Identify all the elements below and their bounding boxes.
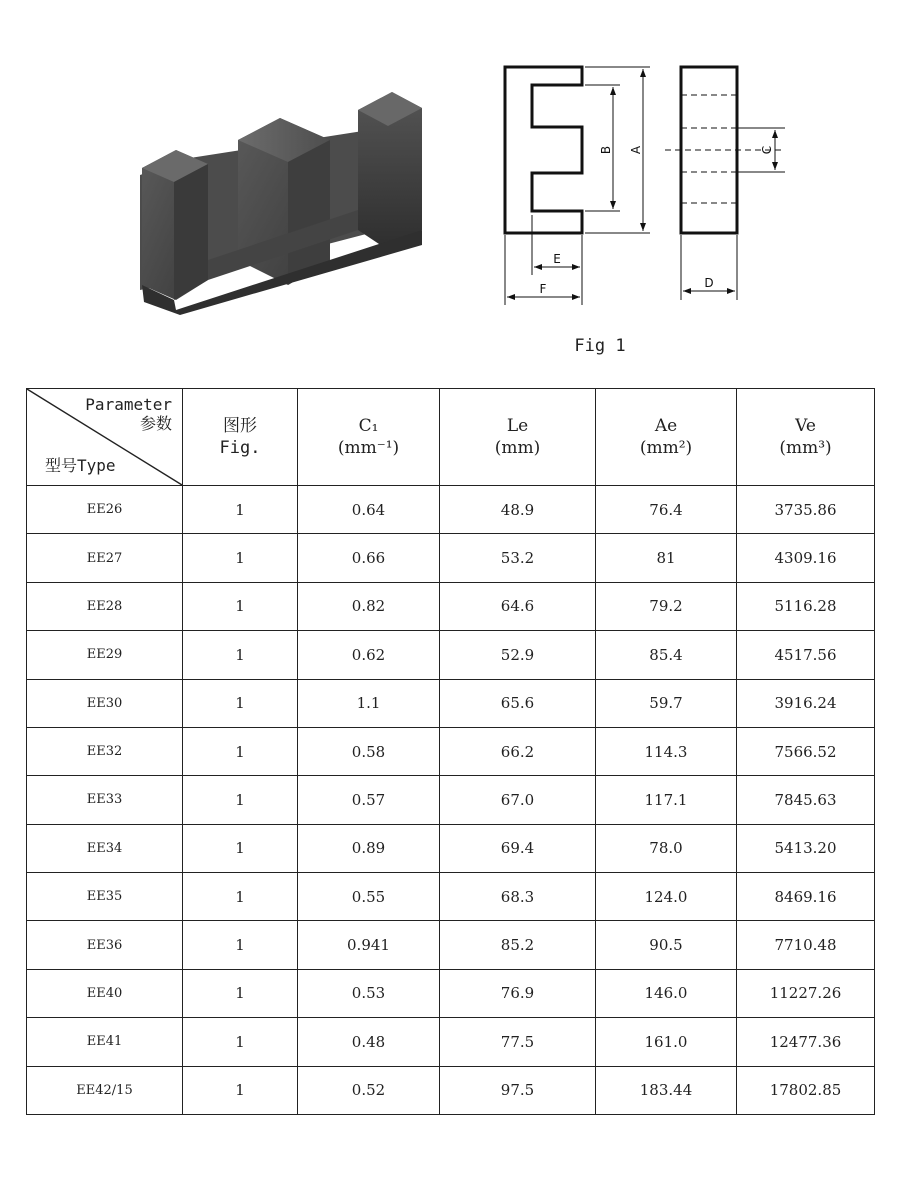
type-cell: EE28 (27, 582, 183, 630)
header-le-unit: (mm) (494, 438, 541, 458)
le-cell: 97.5 (440, 1066, 596, 1115)
header-ae-name: Ae (654, 416, 678, 436)
table-row (27, 776, 875, 824)
c1-cell: 0.57 (298, 776, 440, 824)
header-c1 (298, 389, 440, 486)
type-cell: EE33 (27, 776, 183, 824)
fig-cell: 1 (183, 582, 298, 630)
ae-cell: 79.2 (596, 582, 737, 630)
le-cell: 53.2 (440, 534, 596, 582)
le-cell: 65.6 (440, 679, 596, 727)
type-cell: EE32 (27, 727, 183, 775)
type-cell: EE34 (27, 824, 183, 872)
fig-cell: 1 (183, 679, 298, 727)
spec-table (26, 388, 875, 1115)
le-cell: 64.6 (440, 582, 596, 630)
table-row (27, 486, 875, 534)
ve-cell: 8469.16 (737, 873, 875, 921)
le-cell: 76.9 (440, 969, 596, 1017)
c1-cell: 0.55 (298, 873, 440, 921)
header-le-name: Le (506, 416, 529, 436)
header-ve-unit: (mm³) (779, 438, 832, 458)
dim-label-a: A (629, 145, 643, 155)
ae-cell: 114.3 (596, 727, 737, 775)
ae-cell: 76.4 (596, 486, 737, 534)
ae-cell: 90.5 (596, 921, 737, 969)
table-row (27, 969, 875, 1017)
ve-cell: 5413.20 (737, 824, 875, 872)
figure-caption: Fig 1 (574, 336, 626, 356)
le-cell: 66.2 (440, 727, 596, 775)
ae-cell: 117.1 (596, 776, 737, 824)
ve-cell: 4517.56 (737, 631, 875, 679)
fig-cell: 1 (183, 631, 298, 679)
table-row (27, 534, 875, 582)
ve-cell: 17802.85 (737, 1066, 875, 1115)
c1-cell: 0.82 (298, 582, 440, 630)
dim-label-e: E (553, 252, 561, 266)
ae-cell: 78.0 (596, 824, 737, 872)
fig-cell: 1 (183, 727, 298, 775)
fig-cell: 1 (183, 534, 298, 582)
header-c1-name: C₁ (358, 416, 379, 436)
c1-cell: 0.48 (298, 1018, 440, 1066)
corner-parameter-en: Parameter (85, 395, 172, 414)
header-le (440, 389, 596, 486)
table-row (27, 873, 875, 921)
corner-header-cell (27, 389, 183, 486)
le-cell: 77.5 (440, 1018, 596, 1066)
c1-cell: 0.941 (298, 921, 440, 969)
ve-cell: 11227.26 (737, 969, 875, 1017)
ae-cell: 161.0 (596, 1018, 737, 1066)
header-ve-name: Ve (795, 416, 816, 436)
type-cell: EE26 (27, 486, 183, 534)
fig-cell: 1 (183, 486, 298, 534)
dim-label-f: F (539, 282, 547, 296)
fig-cell: 1 (183, 824, 298, 872)
header-ve (737, 389, 875, 486)
header-row (27, 389, 875, 486)
e-core-outline (505, 67, 582, 233)
ae-cell: 59.7 (596, 679, 737, 727)
type-cell: EE35 (27, 873, 183, 921)
type-cell: EE42/15 (27, 1066, 183, 1115)
corner-type-label: 型号Type (45, 456, 116, 475)
c1-cell: 0.53 (298, 969, 440, 1017)
fig-cell: 1 (183, 969, 298, 1017)
c1-cell: 1.1 (298, 679, 440, 727)
corner-parameter-label (85, 395, 172, 433)
fig-cell: 1 (183, 776, 298, 824)
type-cell: EE36 (27, 921, 183, 969)
le-cell: 85.2 (440, 921, 596, 969)
ae-cell: 146.0 (596, 969, 737, 1017)
header-ae-unit: (mm²) (639, 438, 693, 458)
table-row (27, 824, 875, 872)
le-cell: 52.9 (440, 631, 596, 679)
le-cell: 48.9 (440, 486, 596, 534)
ve-cell: 7710.48 (737, 921, 875, 969)
c1-cell: 0.52 (298, 1066, 440, 1115)
c1-cell: 0.62 (298, 631, 440, 679)
fig-cell: 1 (183, 921, 298, 969)
ve-cell: 12477.36 (737, 1018, 875, 1066)
le-cell: 67.0 (440, 776, 596, 824)
type-cell: EE41 (27, 1018, 183, 1066)
ae-cell: 81 (596, 534, 737, 582)
header-fig-en: Fig. (219, 438, 261, 458)
dim-label-b: B (599, 145, 613, 155)
table-row (27, 679, 875, 727)
ve-cell: 3916.24 (737, 679, 875, 727)
ae-cell: 85.4 (596, 631, 737, 679)
header-fig-cn: 图形 (223, 416, 257, 436)
fig-cell: 1 (183, 873, 298, 921)
c1-cell: 0.66 (298, 534, 440, 582)
ae-cell: 124.0 (596, 873, 737, 921)
table-row (27, 921, 875, 969)
e-core-photo (130, 80, 440, 320)
table-row (27, 1066, 875, 1115)
ve-cell: 4309.16 (737, 534, 875, 582)
ve-cell: 5116.28 (737, 582, 875, 630)
ve-cell: 3735.86 (737, 486, 875, 534)
dim-label-d: D (704, 276, 714, 290)
ve-cell: 7845.63 (737, 776, 875, 824)
table-row (27, 727, 875, 775)
corner-parameter-cn: 参数 (139, 414, 172, 433)
type-cell: EE40 (27, 969, 183, 1017)
dimension-drawing (495, 55, 795, 310)
header-fig (183, 389, 298, 486)
ve-cell: 7566.52 (737, 727, 875, 775)
table-row (27, 631, 875, 679)
header-c1-unit: (mm⁻¹) (337, 438, 400, 458)
c1-cell: 0.58 (298, 727, 440, 775)
type-cell: EE29 (27, 631, 183, 679)
dim-label-c: C (760, 145, 774, 155)
table-row (27, 582, 875, 630)
type-cell: EE27 (27, 534, 183, 582)
le-cell: 69.4 (440, 824, 596, 872)
ae-cell: 183.44 (596, 1066, 737, 1115)
le-cell: 68.3 (440, 873, 596, 921)
header-ae (596, 389, 737, 486)
table-row (27, 1018, 875, 1066)
fig-cell: 1 (183, 1018, 298, 1066)
type-cell: EE30 (27, 679, 183, 727)
fig-cell: 1 (183, 1066, 298, 1115)
c1-cell: 0.89 (298, 824, 440, 872)
c1-cell: 0.64 (298, 486, 440, 534)
